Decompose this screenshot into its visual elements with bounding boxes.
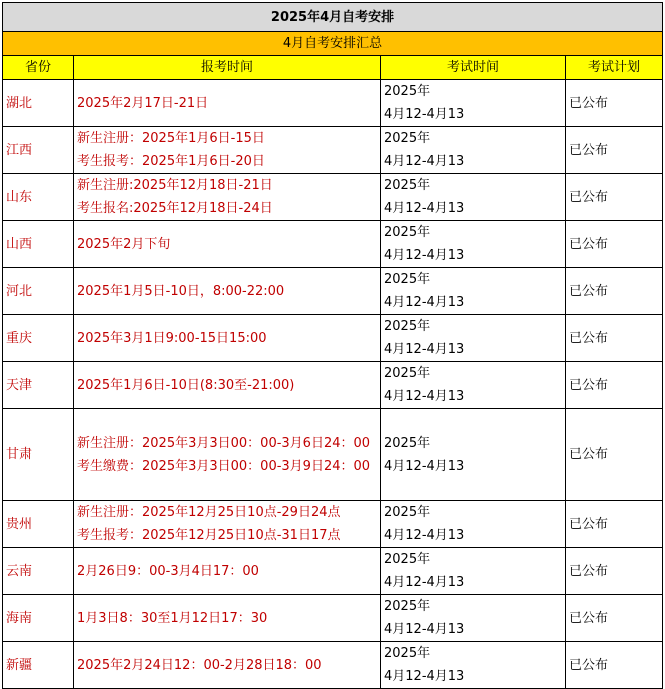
registration-time-line: 考生报考：2025年1月6日-20日 bbox=[77, 154, 265, 169]
registration-time-line: 考生报名:2025年12月18日-24日 bbox=[77, 201, 273, 216]
exam-time-line: 4月12-4月13 bbox=[384, 342, 465, 357]
registration-time-line: 2月26日9：00-3月4日17：00 bbox=[77, 563, 259, 579]
subtitle-row bbox=[3, 32, 663, 56]
exam-time-cell bbox=[381, 315, 566, 362]
registration-time-line: 2025年2月下旬 bbox=[77, 236, 171, 252]
table-row bbox=[3, 548, 663, 595]
exam-time-line: 4月12-4月13 bbox=[384, 107, 465, 122]
table-row bbox=[3, 127, 663, 174]
table-row bbox=[3, 409, 663, 501]
table-row bbox=[3, 595, 663, 642]
exam-time-line: 2025年 bbox=[384, 84, 431, 99]
exam-time-line: 2025年 bbox=[384, 131, 431, 146]
province-cell: 重庆 bbox=[3, 315, 74, 362]
header-row bbox=[3, 56, 663, 80]
exam-time-line: 2025年 bbox=[384, 366, 431, 381]
province-cell: 河北 bbox=[3, 268, 74, 315]
exam-time-line: 4月12-4月13 bbox=[384, 458, 465, 474]
exam-time-line: 2025年 bbox=[384, 552, 431, 567]
exam-time-line: 4月12-4月13 bbox=[384, 389, 465, 404]
registration-time-cell bbox=[74, 362, 381, 409]
exam-time-cell bbox=[381, 642, 566, 689]
header-province: 省份 bbox=[3, 56, 74, 80]
exam-time-line: 2025年 bbox=[384, 225, 431, 240]
exam-plan-cell: 已公布 bbox=[566, 501, 663, 548]
registration-time-cell bbox=[74, 642, 381, 689]
registration-time-line: 新生注册：2025年3月3日00：00-3月6日24：00 bbox=[77, 435, 371, 451]
province-cell: 山西 bbox=[3, 221, 74, 268]
exam-time-cell bbox=[381, 362, 566, 409]
exam-plan-cell: 已公布 bbox=[566, 642, 663, 689]
exam-time-cell bbox=[381, 595, 566, 642]
registration-time-line: 新生注册：2025年12月25日10点-29日24点 bbox=[77, 505, 341, 520]
exam-time-cell bbox=[381, 174, 566, 221]
exam-plan-cell: 已公布 bbox=[566, 315, 663, 362]
exam-time-line: 2025年 bbox=[384, 319, 431, 334]
registration-time-line: 新生注册:2025年12月18日-21日 bbox=[77, 178, 273, 193]
exam-time-cell bbox=[381, 548, 566, 595]
registration-time-cell bbox=[74, 315, 381, 362]
province-cell: 新疆 bbox=[3, 642, 74, 689]
province-cell: 海南 bbox=[3, 595, 74, 642]
exam-time-line: 4月12-4月13 bbox=[384, 248, 465, 263]
table-row bbox=[3, 501, 663, 548]
exam-time-line: 2025年 bbox=[384, 646, 431, 661]
header-exam-time: 考试时间 bbox=[381, 56, 566, 80]
exam-time-cell bbox=[381, 221, 566, 268]
registration-time-line: 2025年1月6日-10日(8:30至-21:00) bbox=[77, 377, 295, 393]
header-registration-time: 报考时间 bbox=[74, 56, 381, 80]
exam-time-line: 4月12-4月13 bbox=[384, 622, 465, 637]
province-cell: 天津 bbox=[3, 362, 74, 409]
exam-time-line: 4月12-4月13 bbox=[384, 528, 465, 543]
exam-time-line: 2025年 bbox=[384, 178, 431, 193]
table-subtitle: 4月自考安排汇总 bbox=[3, 32, 663, 56]
schedule-table bbox=[2, 2, 663, 689]
exam-time-cell bbox=[381, 127, 566, 174]
registration-time-line: 1月3日8：30至1月12日17：30 bbox=[77, 610, 268, 626]
registration-time-line: 考生报考：2025年12月25日10点-31日17点 bbox=[77, 528, 341, 543]
exam-time-line: 4月12-4月13 bbox=[384, 669, 465, 684]
exam-plan-cell: 已公布 bbox=[566, 548, 663, 595]
registration-time-cell bbox=[74, 548, 381, 595]
registration-time-cell bbox=[74, 80, 381, 127]
exam-time-line: 2025年 bbox=[384, 505, 431, 520]
exam-time-line: 4月12-4月13 bbox=[384, 154, 465, 169]
exam-time-cell bbox=[381, 409, 566, 501]
exam-time-line: 4月12-4月13 bbox=[384, 295, 465, 310]
registration-time-line: 新生注册：2025年1月6日-15日 bbox=[77, 131, 265, 146]
title-row bbox=[3, 3, 663, 32]
exam-time-cell bbox=[381, 268, 566, 315]
province-cell: 云南 bbox=[3, 548, 74, 595]
exam-plan-cell: 已公布 bbox=[566, 174, 663, 221]
exam-time-line: 4月12-4月13 bbox=[384, 575, 465, 590]
registration-time-line: 2025年3月1日9:00-15日15:00 bbox=[77, 330, 267, 346]
province-cell: 江西 bbox=[3, 127, 74, 174]
registration-time-cell bbox=[74, 268, 381, 315]
exam-plan-cell: 已公布 bbox=[566, 221, 663, 268]
registration-time-cell bbox=[74, 127, 381, 174]
exam-plan-cell: 已公布 bbox=[566, 268, 663, 315]
exam-time-cell bbox=[381, 80, 566, 127]
registration-time-cell bbox=[74, 409, 381, 501]
exam-plan-cell: 已公布 bbox=[566, 127, 663, 174]
exam-time-line: 2025年 bbox=[384, 272, 431, 287]
exam-plan-cell: 已公布 bbox=[566, 595, 663, 642]
table-row bbox=[3, 221, 663, 268]
header-exam-plan: 考试计划 bbox=[566, 56, 663, 80]
exam-time-cell bbox=[381, 501, 566, 548]
registration-time-line: 2025年1月5日-10日，8:00-22:00 bbox=[77, 283, 285, 299]
exam-plan-cell: 已公布 bbox=[566, 362, 663, 409]
registration-time-cell bbox=[74, 501, 381, 548]
registration-time-line: 2025年2月24日12：00-2月28日18：00 bbox=[77, 657, 322, 673]
table-title: 2025年4月自考安排 bbox=[3, 3, 663, 32]
table-row bbox=[3, 362, 663, 409]
table-row bbox=[3, 80, 663, 127]
registration-time-line: 2025年2月17日-21日 bbox=[77, 95, 209, 111]
province-cell: 山东 bbox=[3, 174, 74, 221]
table-row bbox=[3, 268, 663, 315]
province-cell: 贵州 bbox=[3, 501, 74, 548]
registration-time-line: 考生缴费：2025年3月3日00：00-3月9日24：00 bbox=[77, 458, 371, 474]
exam-time-line: 2025年 bbox=[384, 435, 431, 451]
table-row bbox=[3, 642, 663, 689]
exam-time-line: 2025年 bbox=[384, 599, 431, 614]
province-cell: 湖北 bbox=[3, 80, 74, 127]
registration-time-cell bbox=[74, 221, 381, 268]
table-row bbox=[3, 174, 663, 221]
registration-time-cell bbox=[74, 174, 381, 221]
table-row bbox=[3, 315, 663, 362]
province-cell: 甘肃 bbox=[3, 409, 74, 501]
registration-time-cell bbox=[74, 595, 381, 642]
exam-plan-cell: 已公布 bbox=[566, 409, 663, 501]
exam-time-line: 4月12-4月13 bbox=[384, 201, 465, 216]
exam-plan-cell: 已公布 bbox=[566, 80, 663, 127]
